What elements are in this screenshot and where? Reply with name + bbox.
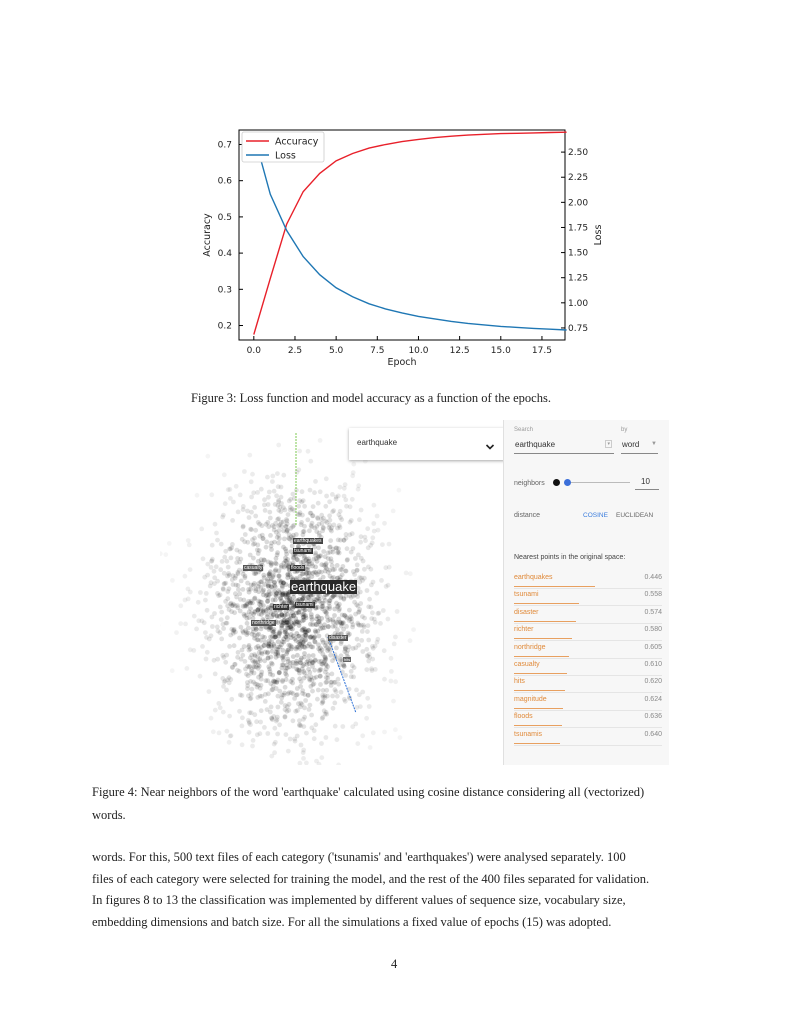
paragraph-line: words. For this, 500 text files of each category ('tsunamis' and 'earthquakes') were analysed separately. 100 bbox=[92, 850, 626, 864]
search-input[interactable] bbox=[514, 438, 614, 454]
cloud-label: northridge bbox=[252, 620, 275, 626]
y-left-tick-label: 0.7 bbox=[217, 140, 232, 151]
y-right-tick-label: 1.25 bbox=[568, 273, 589, 284]
y-right-tick-label: 2.00 bbox=[568, 198, 589, 209]
neighbor-score-bar bbox=[514, 725, 562, 726]
body-paragraph bbox=[92, 847, 702, 933]
nearest-points-title: Nearest points in the original space: bbox=[514, 554, 626, 561]
x-tick-label: 2.5 bbox=[287, 346, 303, 356]
neighbor-word: casualty bbox=[514, 661, 540, 668]
neighbor-distance: 0.620 bbox=[644, 678, 662, 686]
y-right-tick-label: 0.75 bbox=[568, 323, 589, 334]
neighbor-score-bar bbox=[514, 621, 576, 622]
series-line-accuracy bbox=[254, 132, 567, 334]
page-number: 4 bbox=[391, 957, 398, 971]
cloud-label: floods bbox=[291, 565, 305, 571]
neighbor-distance: 0.610 bbox=[644, 661, 662, 668]
y-right-axis-label: Loss bbox=[593, 224, 604, 246]
chevron-down-icon bbox=[485, 437, 495, 456]
neighbors-count-field[interactable] bbox=[635, 474, 659, 490]
figure-3-caption: Figure 3: Loss function and model accuracy as a function of the epochs. bbox=[191, 391, 551, 405]
x-tick-label: 17.5 bbox=[531, 346, 552, 356]
x-tick-label: 15.0 bbox=[490, 346, 511, 356]
neighbor-word: floods bbox=[514, 713, 533, 721]
neighbor-word: northridge bbox=[514, 643, 546, 651]
slider-handle[interactable] bbox=[564, 479, 571, 486]
word-selector[interactable] bbox=[349, 428, 505, 460]
neighbor-word: earthquakes bbox=[514, 574, 553, 581]
y-left-tick-label: 0.6 bbox=[217, 176, 232, 187]
paragraph-line: In figures 8 to 13 the classification was implemented by different values of sequence size, vocabulary size, bbox=[92, 893, 626, 907]
cloud-label: casualty bbox=[244, 565, 263, 571]
search-input-value: earthquake bbox=[515, 440, 556, 449]
search-by-select[interactable] bbox=[621, 438, 658, 454]
points-layer bbox=[160, 425, 420, 765]
paragraph-line: files of each category were selected for training the model, and the rest of the 400 files separated for validation. bbox=[92, 871, 650, 886]
neighbor-score-bar bbox=[514, 638, 572, 639]
y-left-tick-label: 0.4 bbox=[217, 249, 232, 260]
neighbor-distance: 0.624 bbox=[644, 695, 662, 703]
series-line-loss bbox=[254, 134, 567, 330]
figure-4-caption bbox=[92, 781, 702, 827]
y-left-tick-label: 0.5 bbox=[217, 212, 232, 223]
neighbor-score-bar bbox=[514, 603, 579, 604]
help-icon[interactable] bbox=[553, 479, 560, 486]
cloud-label: tsunami bbox=[296, 602, 314, 608]
x-axis-label: Epoch bbox=[387, 357, 417, 368]
y-right-tick-label: 1.75 bbox=[568, 223, 589, 234]
x-tick-label: 10.0 bbox=[408, 346, 429, 356]
neighbor-distance: 0.580 bbox=[644, 626, 662, 634]
cloud-label: earthquakes bbox=[294, 538, 322, 544]
neighbor-word: tsunamis bbox=[514, 730, 543, 738]
neighbor-word: magnitude bbox=[514, 695, 547, 703]
neighbor-row[interactable] bbox=[514, 676, 662, 693]
search-label: Search bbox=[514, 427, 534, 433]
neighbor-row[interactable] bbox=[514, 642, 662, 659]
embedding-point-cloud[interactable] bbox=[160, 425, 420, 765]
neighbor-score-bar bbox=[514, 586, 595, 587]
neighbor-row[interactable] bbox=[514, 607, 662, 624]
word-selector-value: earthquake bbox=[357, 438, 398, 447]
neighbors-label: neighbors bbox=[514, 480, 545, 487]
neighbor-distance: 0.574 bbox=[644, 608, 662, 616]
row-divider bbox=[514, 745, 662, 746]
y-left-axis-label: Accuracy bbox=[202, 213, 213, 257]
cloud-label: hits bbox=[344, 657, 351, 662]
neighbor-score-bar bbox=[514, 656, 569, 657]
distance-euclidean-option[interactable]: EUCLIDEAN bbox=[616, 512, 654, 519]
y-right-tick-label: 1.50 bbox=[568, 248, 589, 259]
paragraph-line: embedding dimensions and batch size. For all the simulations a fixed value of epochs (15) was adopted. bbox=[92, 914, 612, 929]
legend-label: Loss bbox=[275, 150, 296, 162]
search-by-value: word bbox=[622, 440, 640, 449]
x-tick-label: 0.0 bbox=[246, 346, 261, 356]
neighbor-distance: 0.636 bbox=[644, 713, 662, 721]
x-tick-label: 5.0 bbox=[328, 346, 344, 356]
neighbor-word: hits bbox=[514, 678, 525, 686]
neighbor-row[interactable] bbox=[514, 729, 662, 746]
neighbor-score-bar bbox=[514, 673, 567, 674]
cloud-label: tsunami bbox=[294, 548, 312, 554]
neighbor-word: richter bbox=[514, 626, 534, 634]
cloud-label: richter bbox=[274, 604, 288, 610]
neighbor-distance: 0.640 bbox=[644, 730, 662, 738]
figure-4-caption-line-2: words. bbox=[92, 808, 126, 822]
figure-3 bbox=[180, 118, 620, 376]
neighbor-row[interactable] bbox=[514, 624, 662, 641]
neighbor-word: disaster bbox=[514, 608, 539, 616]
y-right-tick-label: 2.50 bbox=[568, 148, 589, 159]
neighbor-score-bar bbox=[514, 743, 560, 744]
neighbor-row[interactable] bbox=[514, 659, 662, 676]
search-dropdown-icon[interactable]: ▾ bbox=[607, 441, 610, 447]
neighbor-distance: 0.605 bbox=[644, 643, 662, 651]
caret-down-icon: ▼ bbox=[651, 441, 657, 447]
neighbors-count-value: 10 bbox=[641, 477, 650, 486]
neighbor-distance: 0.558 bbox=[644, 591, 662, 599]
neighbors-slider[interactable] bbox=[564, 478, 632, 488]
x-tick-label: 7.5 bbox=[370, 346, 385, 356]
figure-4-caption-line-1: Figure 4: Near neighbors of the word 'earthquake' calculated using cosine distance considering all (vectorized) bbox=[92, 785, 645, 799]
neighbor-score-bar bbox=[514, 690, 565, 691]
y-right-tick-label: 1.00 bbox=[568, 298, 589, 309]
distance-label: distance bbox=[514, 512, 541, 519]
neighbor-row[interactable] bbox=[514, 589, 662, 606]
distance-cosine-option[interactable]: COSINE bbox=[583, 512, 608, 519]
neighbor-score-bar bbox=[514, 708, 563, 709]
y-left-tick-label: 0.3 bbox=[217, 285, 232, 296]
figure-3-chart bbox=[180, 118, 620, 376]
cloud-label: disaster bbox=[329, 635, 347, 641]
cloud-label-earthquake[interactable]: earthquake bbox=[291, 579, 357, 594]
neighbor-row[interactable] bbox=[514, 572, 662, 589]
legend-label: Accuracy bbox=[275, 136, 319, 148]
neighbor-row[interactable] bbox=[514, 711, 662, 728]
inspector-panel bbox=[503, 420, 669, 765]
x-tick-label: 12.5 bbox=[449, 346, 470, 356]
neighbor-distance: 0.446 bbox=[644, 574, 662, 581]
neighbor-word: tsunami bbox=[514, 591, 539, 599]
by-label: by bbox=[621, 427, 628, 433]
y-right-tick-label: 2.25 bbox=[568, 173, 589, 184]
neighbor-row[interactable] bbox=[514, 694, 662, 711]
y-left-tick-label: 0.2 bbox=[217, 321, 232, 332]
